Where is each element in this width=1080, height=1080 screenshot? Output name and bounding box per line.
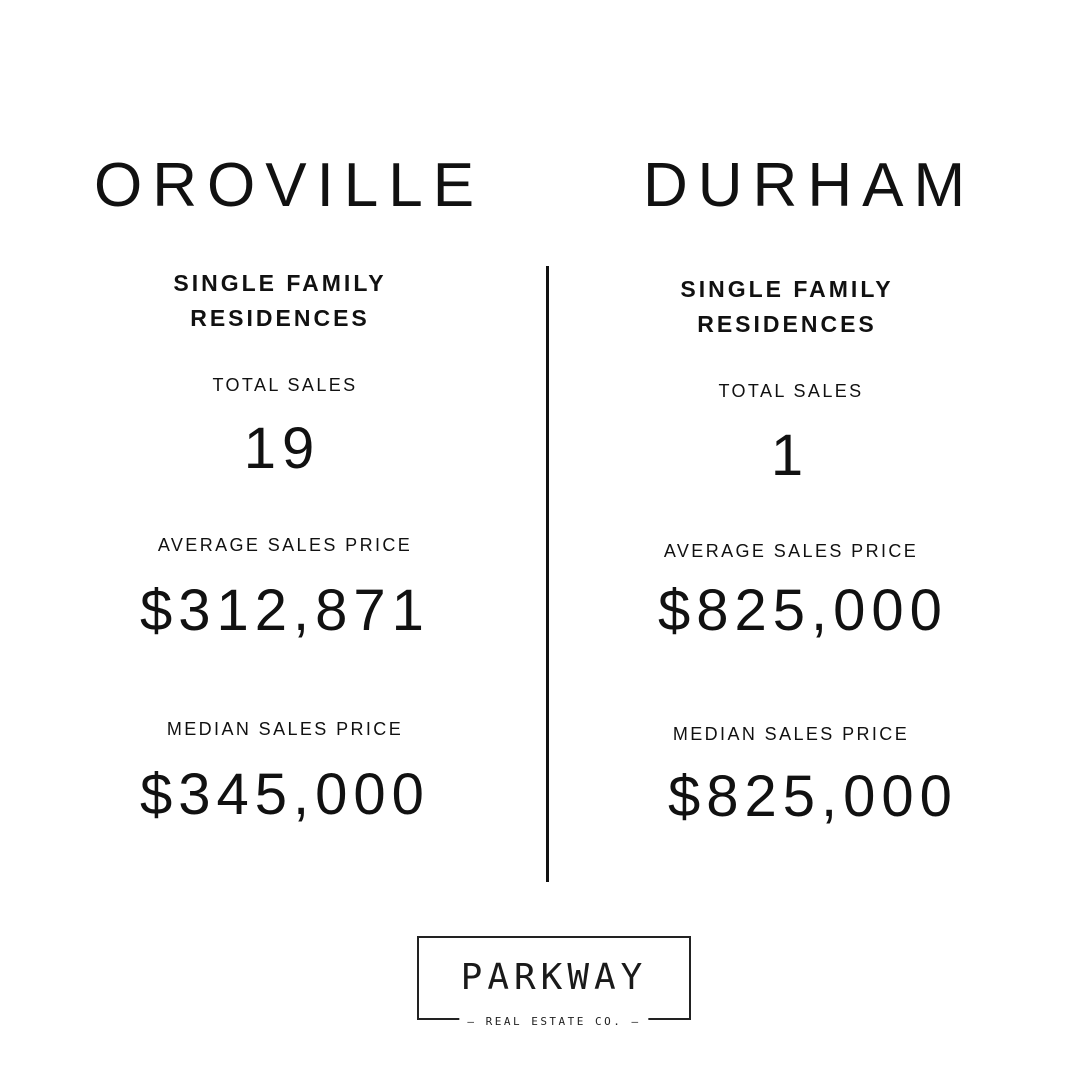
- subheading-line-2: RESIDENCES: [697, 311, 877, 337]
- median-price-label-oroville: MEDIAN SALES PRICE: [166, 719, 404, 739]
- median-price-value-durham: $825,000: [668, 764, 958, 829]
- average-price-value-oroville: $312,871: [140, 578, 430, 643]
- subheading-line-2: RESIDENCES: [190, 305, 370, 331]
- subheading-durham: [627, 272, 947, 342]
- average-price-label-oroville: AVERAGE SALES PRICE: [157, 535, 413, 555]
- logo-tagline-text: REAL ESTATE CO.: [485, 1015, 623, 1028]
- median-price-label-durham: MEDIAN SALES PRICE: [672, 724, 910, 744]
- logo-tagline-dash-left: —: [467, 1015, 486, 1028]
- logo-wordmark: PARKWAY: [460, 957, 648, 998]
- logo-tagline: [459, 1016, 648, 1027]
- subheading-line-1: SINGLE FAMILY: [680, 276, 894, 302]
- total-sales-label-durham: TOTAL SALES: [718, 381, 864, 401]
- column-divider: [546, 266, 549, 882]
- logo-tagline-dash-right: —: [622, 1015, 641, 1028]
- total-sales-value-durham: 1: [770, 423, 810, 488]
- average-price-label-durham: AVERAGE SALES PRICE: [663, 541, 919, 561]
- average-price-value-durham: $825,000: [658, 578, 948, 643]
- parkway-logo: [417, 936, 691, 1028]
- total-sales-label-oroville: TOTAL SALES: [212, 375, 358, 395]
- total-sales-value-oroville: 19: [243, 416, 321, 481]
- subheading-oroville: [120, 266, 440, 336]
- city-title-oroville: OROVILLE: [94, 151, 485, 220]
- median-price-value-oroville: $345,000: [140, 762, 430, 827]
- city-title-durham: DURHAM: [643, 151, 976, 220]
- subheading-line-1: SINGLE FAMILY: [173, 270, 387, 296]
